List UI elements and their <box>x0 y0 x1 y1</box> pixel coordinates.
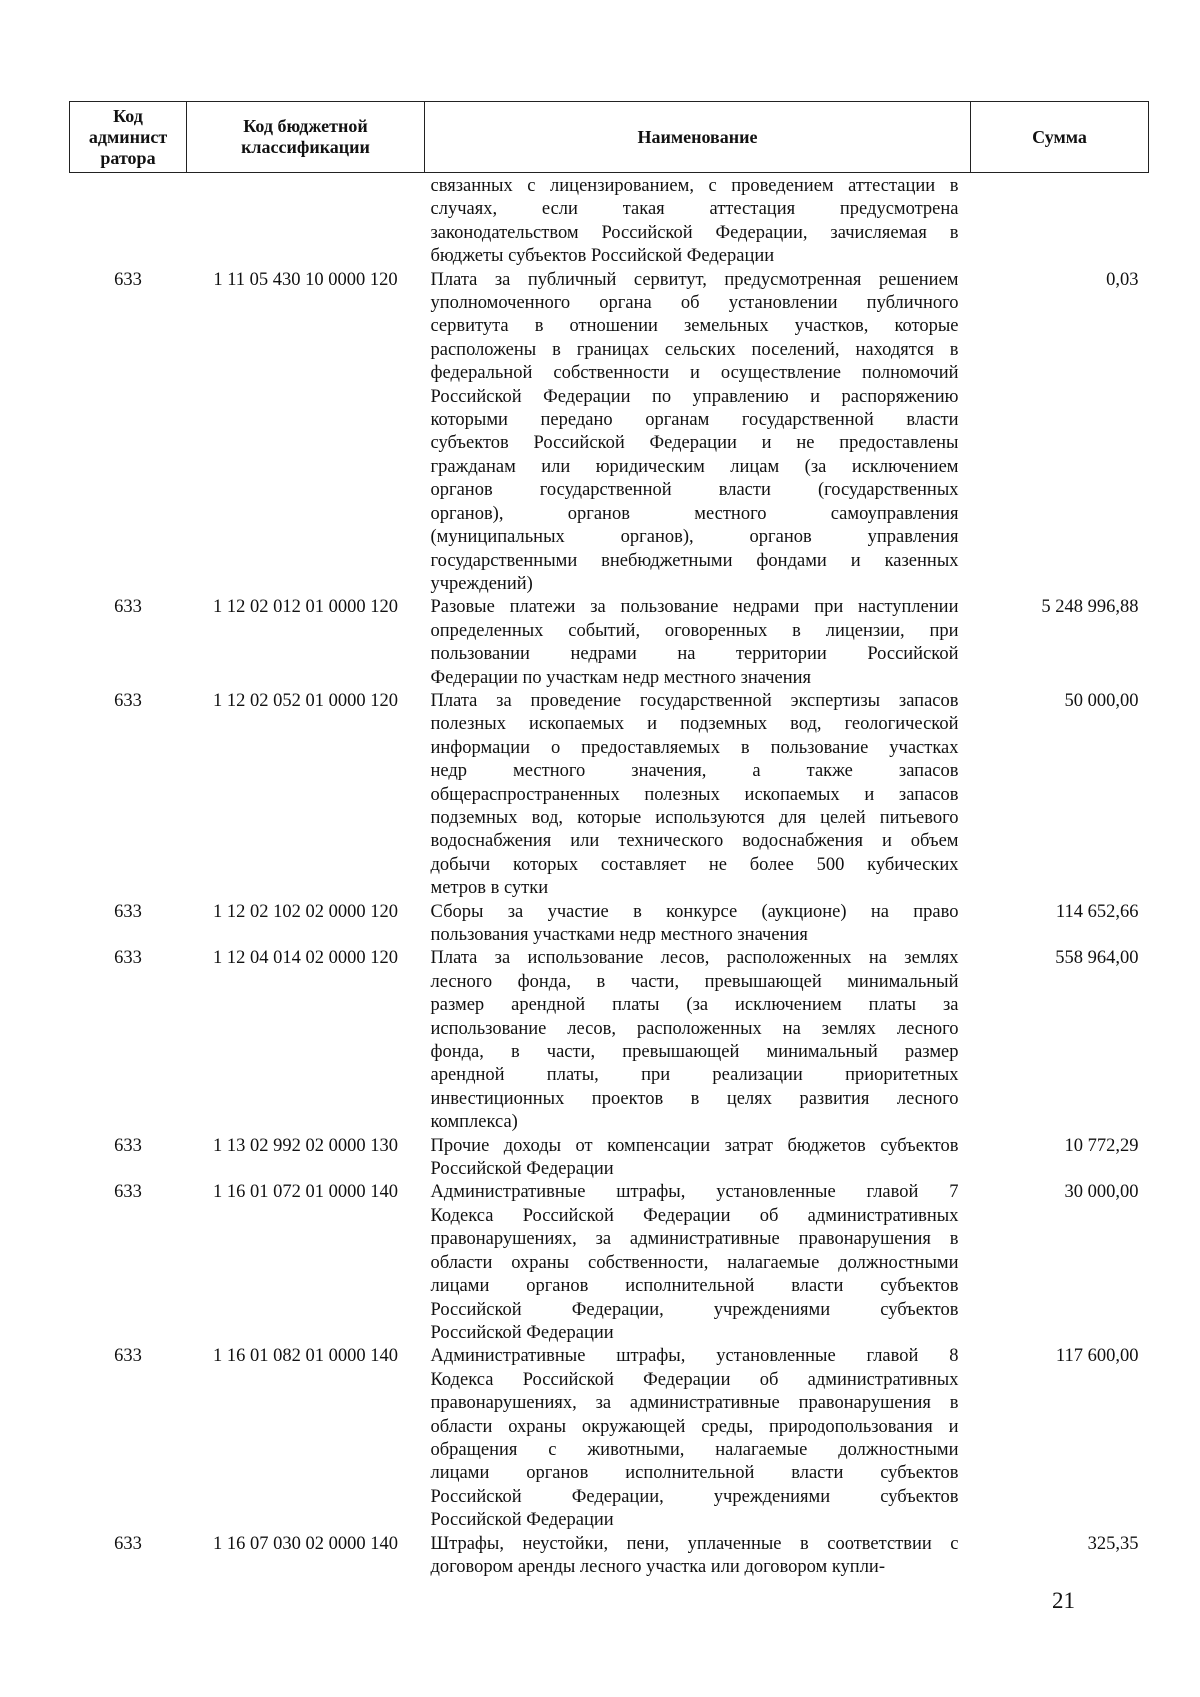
cell-name-line: водоснабжения или технического водоснабжения и объем <box>430 831 959 852</box>
cell-name-line: определенных событий, оговоренных в лицензии, при <box>430 620 959 641</box>
cell-budget-code: 1 13 02 992 02 0000 130 <box>213 1135 398 1156</box>
cell-sum <box>971 173 1149 269</box>
cell-budget-code: 1 16 01 072 01 0000 140 <box>213 1182 398 1203</box>
cell-name <box>425 690 971 901</box>
cell-name-line: области охраны собственности, налагаемые должностными <box>430 1252 959 1273</box>
cell-name-line: правонарушениях, за административные правонарушения в <box>430 1229 959 1250</box>
header-admin-line: ратора <box>100 147 156 168</box>
cell-sum: 0,03 <box>1106 269 1139 290</box>
cell-name-line: расположены в границах сельских поселений, находятся в <box>430 339 959 360</box>
cell-name-line: которыми передано органам государственной власти <box>430 410 959 431</box>
cell-budget-code: 1 16 01 082 01 0000 140 <box>213 1346 398 1367</box>
cell-name-line: Административные штрафы, установленные главой 8 <box>430 1346 959 1367</box>
cell-name-line: добычи которых составляет не более 500 кубических <box>430 854 959 875</box>
page-number: 21 <box>1052 1588 1075 1613</box>
cell-admin-code: 633 <box>114 1182 142 1203</box>
cell-name-line: Российской Федерации <box>430 1322 614 1343</box>
table-header-row <box>70 102 1149 173</box>
cell-name-line: области охраны окружающей среды, природопользования и <box>430 1416 959 1437</box>
cell-name-line: Плата за публичный сервитут, предусмотренная решением <box>430 269 959 290</box>
cell-name-line: пользовании недрами на территории Российской <box>430 644 959 665</box>
cell-name-line: размер арендной платы (за исключением платы за <box>430 995 959 1016</box>
cell-name <box>425 269 971 597</box>
cell-name-line: правонарушениях, за административные правонарушения в <box>430 1393 959 1414</box>
cell-name-line: общераспространенных полезных ископаемых и запасов <box>430 784 959 805</box>
cell-sum: 5 248 996,88 <box>1041 597 1139 618</box>
cell-sum: 50 000,00 <box>1064 690 1139 711</box>
header-kbk-line: классификации <box>241 137 370 157</box>
cell-sum: 325,35 <box>1087 1533 1139 1554</box>
cell-name-line: Сборы за участие в конкурсе (аукционе) на право <box>430 901 959 922</box>
cell-budget-code: 1 12 02 052 01 0000 120 <box>213 690 398 711</box>
header-admin-line: админист <box>88 126 168 147</box>
cell-sum: 30 000,00 <box>1064 1182 1139 1203</box>
cell-admin-code: 633 <box>114 1135 142 1156</box>
cell-name-line: федеральной собственности и осуществление полномочий <box>430 363 959 384</box>
cell-name-line: законодательством Российской Федерации, зачисляемая в <box>430 222 959 243</box>
cell-admin-code: 633 <box>114 1533 142 1554</box>
cell-name-line: субъектов Российской Федерации и не предоставлены <box>430 433 959 454</box>
cell-name-line: инвестиционных проектов в целях развития лесного <box>430 1088 959 1109</box>
cell-admin-code: 633 <box>114 269 142 290</box>
cell-budget-code: 1 11 05 430 10 0000 120 <box>213 269 398 290</box>
cell-name-line: Плата за проведение государственной экспертизы запасов <box>430 690 959 711</box>
cell-name-line: фонда, в части, превышающей минимальный размер <box>430 1042 959 1063</box>
cell-admin-code: 633 <box>114 1346 142 1367</box>
cell-name <box>425 596 971 690</box>
cell-name-line: использование лесов, расположенных на землях лесного <box>430 1018 959 1039</box>
table-body <box>70 173 1149 1580</box>
cell-name-line: Кодекса Российской Федерации об административных <box>430 1369 959 1390</box>
cell-name-line: Штрафы, неустойки, пени, уплаченные в соответствии с <box>430 1533 959 1554</box>
cell-sum: 117 600,00 <box>1055 1346 1139 1367</box>
cell-name-line: уполномоченного органа об установлении публичного <box>430 293 959 314</box>
budget-revenue-table <box>69 101 1149 1579</box>
cell-name-line: Административные штрафы, установленные главой 7 <box>430 1182 959 1203</box>
header-sum: Сумма <box>971 102 1149 173</box>
cell-name-line: связанных с лицензированием, с проведением аттестации в <box>430 176 959 196</box>
budget-table-container <box>69 101 1148 1579</box>
cell-name-line: Российской Федерации, учреждениями субъектов <box>430 1299 959 1320</box>
cell-name <box>425 1533 971 1580</box>
table-row <box>70 1533 1149 1580</box>
cell-name-line: пользования участками недр местного значения <box>430 925 808 945</box>
header-kbk-line: Код бюджетной <box>243 116 368 136</box>
table-row <box>70 1181 1149 1345</box>
cell-admin-code: 633 <box>114 901 142 922</box>
table-row <box>70 947 1149 1134</box>
cell-name-line: случаях, если такая аттестация предусмотрена <box>430 199 959 220</box>
cell-admin-code: 633 <box>114 597 142 618</box>
cell-name-line: сервитута в отношении земельных участков, которые <box>430 316 959 337</box>
header-admin-line: Код <box>113 105 143 126</box>
cell-name-line: Разовые платежи за пользование недрами при наступлении <box>430 597 959 618</box>
table-row <box>70 1345 1149 1532</box>
cell-name-line: Кодекса Российской Федерации об административных <box>430 1205 959 1226</box>
cell-name <box>425 173 971 269</box>
cell-budget-code <box>187 173 425 269</box>
cell-name-line: арендной платы, при реализации приоритетных <box>430 1065 959 1086</box>
cell-name-line: (муниципальных органов), органов управления <box>430 527 959 548</box>
cell-name <box>425 1345 971 1532</box>
cell-name-line: органов государственной власти (государственных <box>430 480 959 501</box>
cell-name-line: Российской Федерации <box>430 1159 614 1180</box>
cell-sum: 114 652,66 <box>1055 901 1139 922</box>
header-name: Наименование <box>425 102 971 173</box>
cell-name-line: лицами органов исполнительной власти субъектов <box>430 1276 959 1297</box>
cell-sum: 558 964,00 <box>1055 948 1139 969</box>
cell-name-line: подземных вод, которые используются для целей питьевого <box>430 807 959 828</box>
cell-budget-code: 1 12 02 102 02 0000 120 <box>213 901 398 922</box>
header-admin-code <box>70 102 187 173</box>
cell-name-line: государственными внебюджетными фондами и казенных <box>430 550 959 571</box>
cell-name-line: договором аренды лесного участка или договором купли- <box>430 1556 885 1577</box>
table-row <box>70 173 1149 269</box>
cell-name <box>425 947 971 1134</box>
table-row <box>70 269 1149 597</box>
cell-name <box>425 1135 971 1182</box>
table-row <box>70 1135 1149 1182</box>
cell-name-line: Российской Федерации <box>430 1510 614 1531</box>
cell-budget-code: 1 12 02 012 01 0000 120 <box>213 597 398 618</box>
cell-name-line: обращения с животными, налагаемые должностными <box>430 1439 959 1460</box>
cell-name-line: лицами органов исполнительной власти субъектов <box>430 1463 959 1484</box>
cell-name-line: лесного фонда, в части, превышающей минимальный <box>430 971 959 992</box>
cell-name-line: гражданам или юридическим лицам (за исключением <box>430 456 959 477</box>
cell-budget-code: 1 16 07 030 02 0000 140 <box>213 1533 398 1554</box>
cell-name-line: недр местного значения, а также запасов <box>430 761 959 782</box>
cell-name-line: Федерации по участкам недр местного значения <box>430 667 812 688</box>
cell-name-line: учреждений) <box>430 573 533 594</box>
cell-admin-code <box>70 173 187 269</box>
cell-name-line: органов), органов местного самоуправления <box>430 503 959 524</box>
cell-name-line: Плата за использование лесов, расположенных на землях <box>430 948 959 969</box>
cell-name <box>425 1181 971 1345</box>
cell-sum: 10 772,29 <box>1064 1135 1139 1156</box>
cell-name <box>425 901 971 948</box>
cell-admin-code: 633 <box>114 948 142 969</box>
cell-name-line: Российской Федерации по управлению и распоряжению <box>430 386 959 407</box>
cell-name-line: информации о предоставляемых в пользование участках <box>430 737 959 758</box>
table-row <box>70 596 1149 690</box>
cell-name-line: метров в сутки <box>430 878 549 899</box>
cell-name-line: комплекса) <box>430 1112 518 1133</box>
table-row <box>70 690 1149 901</box>
cell-name-line: бюджеты субъектов Российской Федерации <box>430 246 775 267</box>
cell-admin-code: 633 <box>114 690 142 711</box>
cell-name-line: Прочие доходы от компенсации затрат бюджетов субъектов <box>430 1135 959 1156</box>
cell-name-line: полезных ископаемых и подземных вод, геологической <box>430 714 959 735</box>
cell-budget-code: 1 12 04 014 02 0000 120 <box>213 948 398 969</box>
cell-name-line: Российской Федерации, учреждениями субъектов <box>430 1486 959 1507</box>
header-budget-code <box>187 102 425 173</box>
table-row <box>70 901 1149 948</box>
